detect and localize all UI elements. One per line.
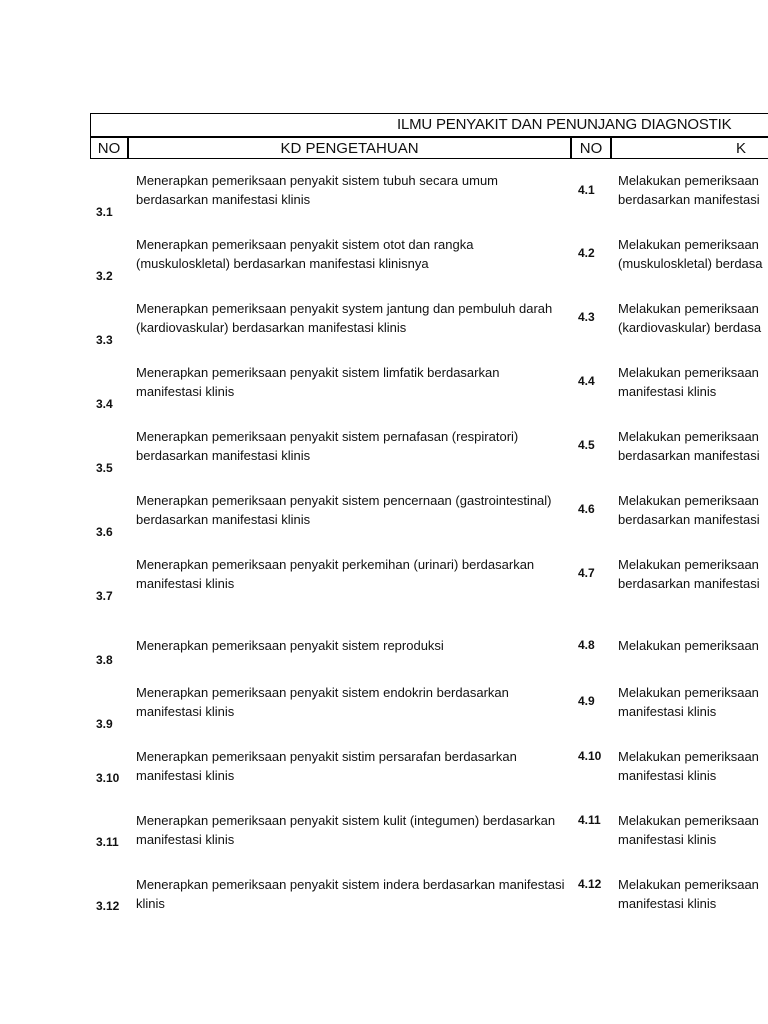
kd-keterampilan-number: 4.1 xyxy=(578,183,595,197)
curriculum-table xyxy=(90,113,768,913)
table-row xyxy=(90,491,768,555)
kd-keterampilan-number: 4.10 xyxy=(578,749,602,763)
kd-keterampilan-text: Melakukan pemeriksaan xyxy=(618,638,759,653)
header-no-keterampilan: NO xyxy=(571,137,611,159)
kd-pengetahuan-number: 3.11 xyxy=(96,835,119,849)
kd-pengetahuan-number: 3.12 xyxy=(96,899,120,913)
kd-keterampilan-text: Melakukan pemeriksaan berdasarkan manifestasi xyxy=(618,557,760,591)
kd-pengetahuan-number: 3.2 xyxy=(96,269,113,283)
kd-keterampilan-text: Melakukan pemeriksaan berdasarkan manifestasi xyxy=(618,493,760,527)
kd-pengetahuan-number: 3.9 xyxy=(96,717,113,731)
kd-pengetahuan-number: 3.1 xyxy=(96,205,113,219)
kd-pengetahuan-number: 3.7 xyxy=(96,589,113,603)
kd-pengetahuan-number: 3.4 xyxy=(96,397,113,411)
kd-pengetahuan-number: 3.5 xyxy=(96,461,113,475)
kd-keterampilan-number: 4.2 xyxy=(578,246,595,260)
table-row xyxy=(90,427,768,491)
kd-pengetahuan-number: 3.3 xyxy=(96,333,113,347)
kd-pengetahuan-text: Menerapkan pemeriksaan penyakit sistem limfatik berdasarkan manifestasi klinis xyxy=(136,365,500,399)
table-row xyxy=(90,299,768,363)
kd-pengetahuan-text: Menerapkan pemeriksaan penyakit perkemihan (urinari) berdasarkan manifestasi klinis xyxy=(136,557,535,591)
kd-pengetahuan-number: 3.6 xyxy=(96,525,113,539)
kd-keterampilan-number: 4.12 xyxy=(578,877,602,891)
kd-keterampilan-text: Melakukan pemeriksaan (muskuloskletal) berdasa xyxy=(618,237,763,271)
header-kd-pengetahuan: KD PENGETAHUAN xyxy=(128,137,571,159)
kd-keterampilan-text: Melakukan pemeriksaan manifestasi klinis xyxy=(618,365,759,399)
kd-keterampilan-number: 4.3 xyxy=(578,310,595,324)
kd-keterampilan-text: Melakukan pemeriksaan (kardiovaskular) berdasa xyxy=(618,301,762,335)
table-row xyxy=(90,747,768,811)
kd-pengetahuan-text: Menerapkan pemeriksaan penyakit sistim persarafan berdasarkan manifestasi klinis xyxy=(136,749,517,783)
kd-pengetahuan-text: Menerapkan pemeriksaan penyakit sistem reproduksi xyxy=(136,638,444,653)
kd-pengetahuan-text: Menerapkan pemeriksaan penyakit sistem pernafasan (respiratori) berdasarkan manifestasi klinis xyxy=(136,429,519,463)
kd-keterampilan-number: 4.11 xyxy=(578,813,601,827)
table-row xyxy=(90,235,768,299)
kd-keterampilan-number: 4.4 xyxy=(578,374,595,388)
table-row xyxy=(90,555,768,619)
table-header-row xyxy=(90,137,768,161)
kd-keterampilan-text: Melakukan pemeriksaan manifestasi klinis xyxy=(618,685,759,719)
header-kd-keterampilan: K xyxy=(611,137,768,159)
table-row xyxy=(90,683,768,747)
table-row xyxy=(90,619,768,683)
kd-pengetahuan-text: Menerapkan pemeriksaan penyakit sistem otot dan rangka (muskuloskletal) berdasarkan manifestasi klinisnya xyxy=(136,237,474,271)
kd-keterampilan-number: 4.8 xyxy=(578,638,595,652)
kd-pengetahuan-text: Menerapkan pemeriksaan penyakit sistem pencernaan (gastrointestinal) berdasarkan manifestasi klinis xyxy=(136,493,552,527)
table-row xyxy=(90,171,768,235)
kd-keterampilan-text: Melakukan pemeriksaan manifestasi klinis xyxy=(618,749,759,783)
kd-keterampilan-text: Melakukan pemeriksaan manifestasi klinis xyxy=(618,813,759,847)
kd-pengetahuan-number: 3.10 xyxy=(96,771,120,785)
kd-pengetahuan-number: 3.8 xyxy=(96,653,113,667)
kd-pengetahuan-text: Menerapkan pemeriksaan penyakit sistem endokrin berdasarkan manifestasi klinis xyxy=(136,685,509,719)
kd-pengetahuan-text: Menerapkan pemeriksaan penyakit system jantung dan pembuluh darah (kardiovaskular) berdasarkan manifestasi klinis xyxy=(136,301,553,335)
kd-keterampilan-number: 4.6 xyxy=(578,502,595,516)
table-title-row xyxy=(90,113,768,137)
kd-pengetahuan-text: Menerapkan pemeriksaan penyakit sistem kulit (integumen) berdasarkan manifestasi klinis xyxy=(136,813,556,847)
kd-keterampilan-number: 4.9 xyxy=(578,694,595,708)
header-no-pengetahuan: NO xyxy=(90,137,128,159)
kd-keterampilan-number: 4.7 xyxy=(578,566,595,580)
table-row xyxy=(90,875,768,939)
kd-keterampilan-text: Melakukan pemeriksaan berdasarkan manifestasi xyxy=(618,173,760,207)
table-row xyxy=(90,363,768,427)
kd-keterampilan-text: Melakukan pemeriksaan berdasarkan manifestasi xyxy=(618,429,760,463)
kd-pengetahuan-text: Menerapkan pemeriksaan penyakit sistem indera berdasarkan manifestasi klinis xyxy=(136,877,565,911)
kd-keterampilan-number: 4.5 xyxy=(578,438,595,452)
kd-pengetahuan-text: Menerapkan pemeriksaan penyakit sistem tubuh secara umum berdasarkan manifestasi klinis xyxy=(136,173,499,207)
kd-keterampilan-text: Melakukan pemeriksaan manifestasi klinis xyxy=(618,877,759,911)
table-title: ILMU PENYAKIT DAN PENUNJANG DIAGNOSTIK xyxy=(397,116,732,133)
table-row xyxy=(90,811,768,875)
